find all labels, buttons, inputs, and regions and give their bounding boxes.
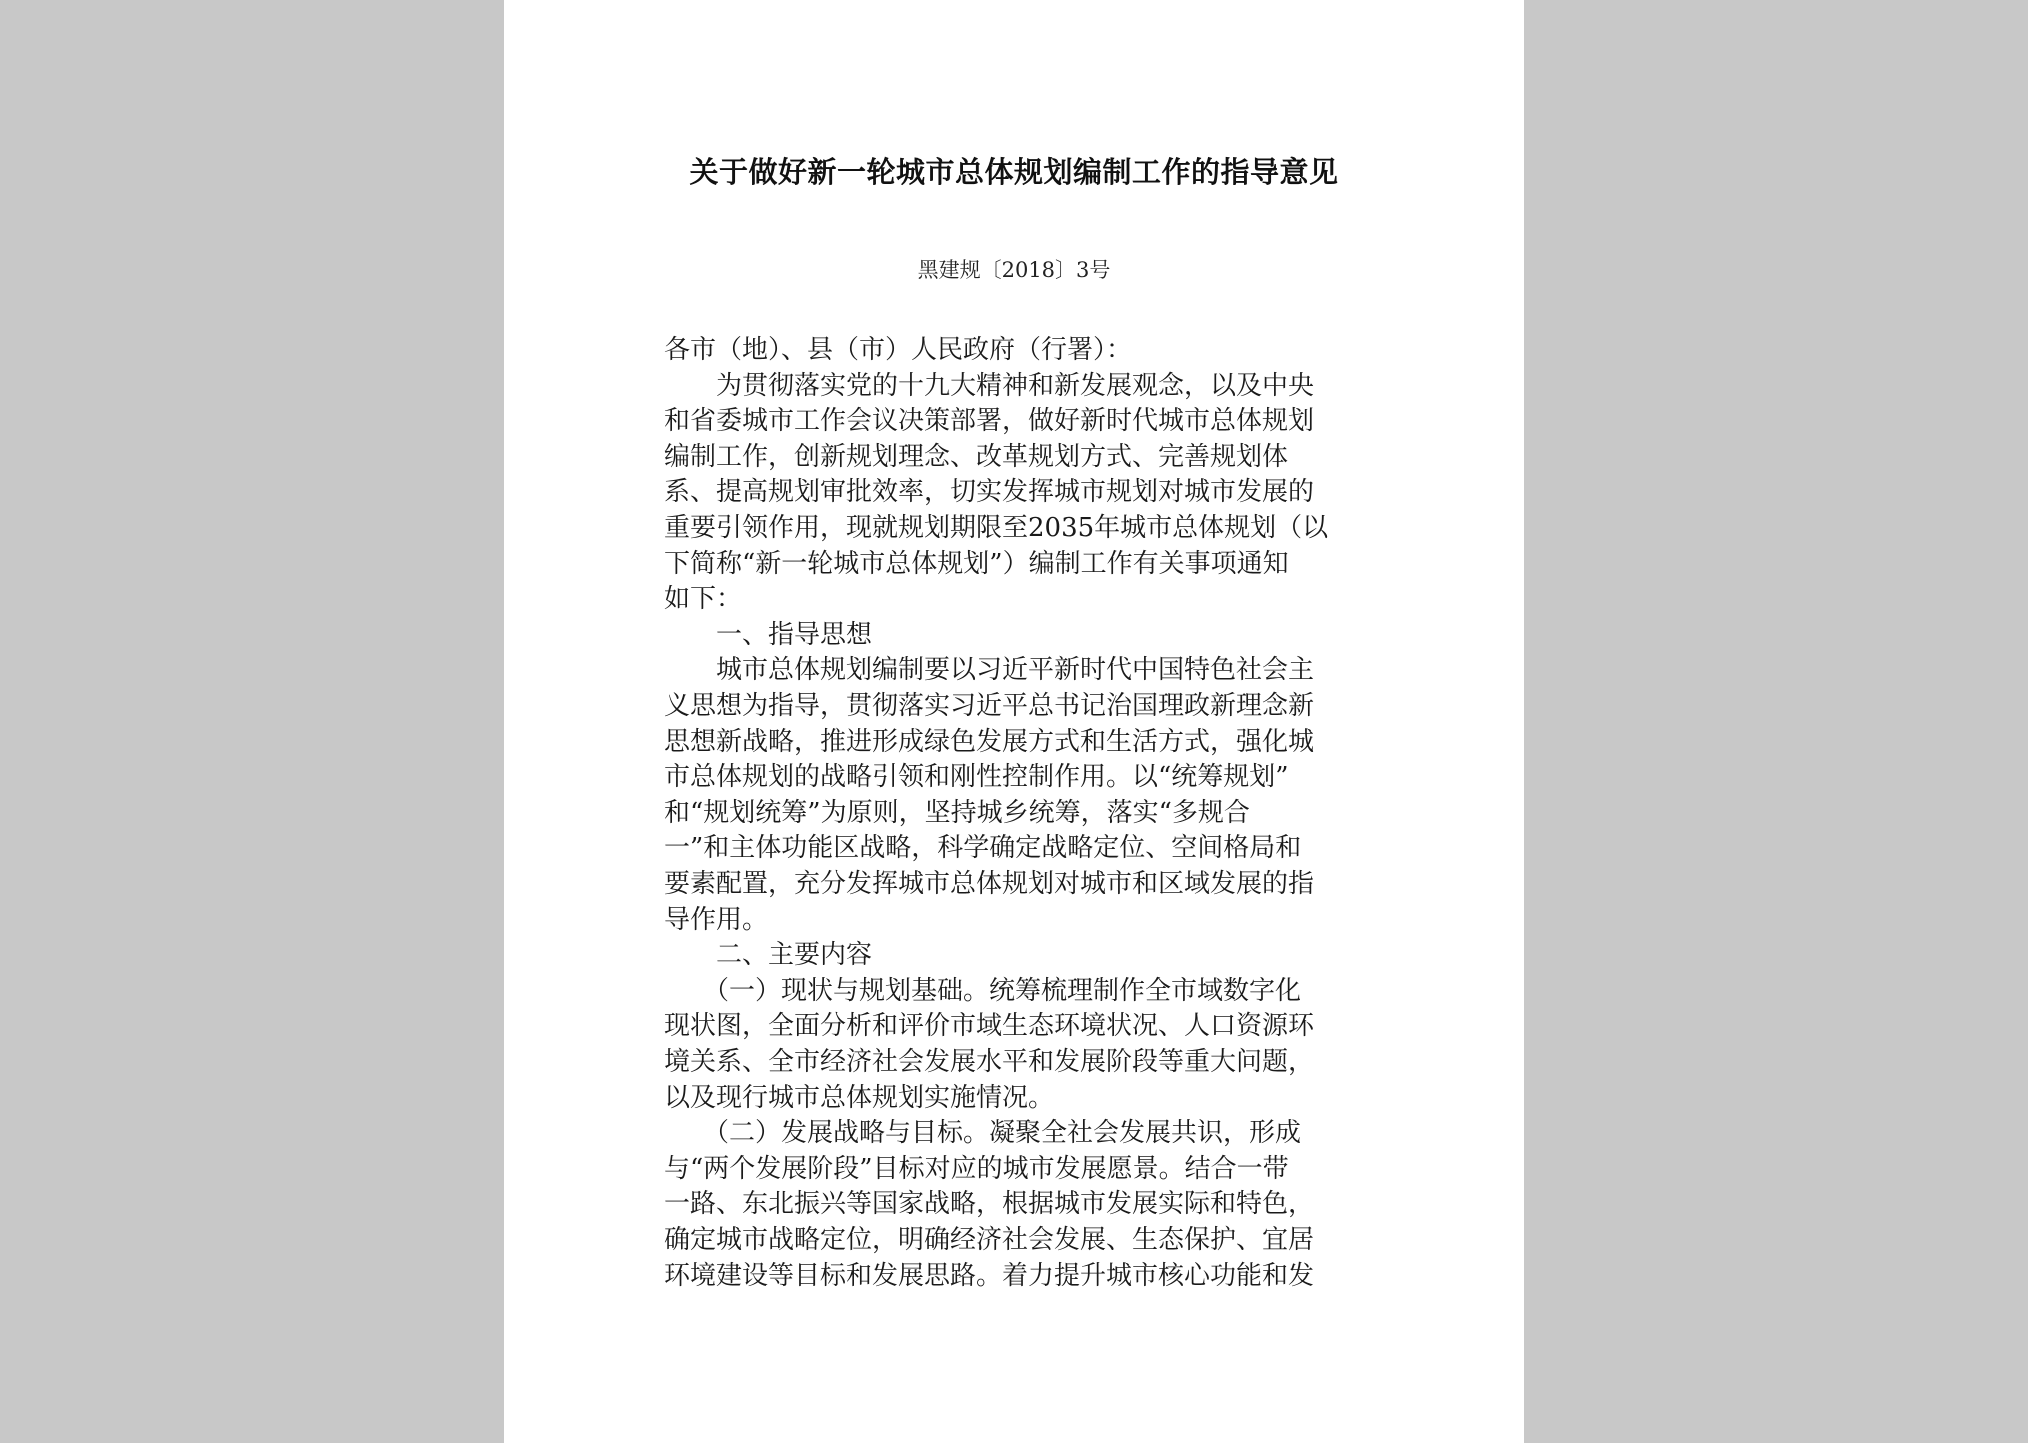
body-text-line: 确定城市战略定位，明确经济社会发展、生态保护、宜居	[664, 1225, 1315, 1255]
body-text-line: 环境建设等目标和发展思路。着力提升城市核心功能和发	[664, 1260, 1315, 1291]
body-text-line: 城市总体规划编制要以习近平新时代中国特色社会主	[664, 655, 1315, 686]
document-number: 黑建规〔2018〕3号	[917, 258, 1111, 282]
body-text-line: 系、提高规划审批效率，切实发挥城市规划对城市发展的	[664, 477, 1315, 508]
body-text-line: 一、指导思想	[664, 619, 873, 650]
document-page	[504, 0, 1524, 1443]
body-text-line: 二、主要内容	[664, 940, 873, 971]
body-text-line: 一路、东北振兴等国家战略，根据城市发展实际和特色，	[664, 1189, 1315, 1220]
body-text-line: 各市（地）、县（市）人民政府（行署）：	[664, 335, 1133, 365]
body-text-line: 和省委城市工作会议决策部署，做好新时代城市总体规划	[664, 406, 1315, 437]
body-text-line: （二）发展战略与目标。凝聚全社会发展共识，形成	[664, 1118, 1302, 1149]
body-text-line: 与“两个发展阶段”目标对应的城市发展愿景。结合一带	[664, 1153, 1289, 1184]
body-text-line: 要素配置，充分发挥城市总体规划对城市和区域发展的指	[664, 869, 1315, 899]
body-text-line: 重要引领作用，现就规划期限至2035年城市总体规划（以	[664, 513, 1329, 543]
body-text-line: 现状图，全面分析和评价市域生态环境状况、人口资源环	[664, 1011, 1315, 1042]
body-text-line: （一）现状与规划基础。统筹梳理制作全市域数字化	[664, 975, 1302, 1006]
body-text-line: 境关系、全市经济社会发展水平和发展阶段等重大问题，	[664, 1047, 1315, 1077]
body-text-line: 和“规划统筹”为原则，坚持城乡统筹，落实“多规合	[664, 797, 1250, 828]
body-text-line: 市总体规划的战略引领和刚性控制作用。以“统筹规划”	[664, 762, 1289, 793]
body-text-line: 以及现行城市总体规划实施情况。	[664, 1082, 1055, 1113]
body-text-line: 义思想为指导，贯彻落实习近平总书记治国理政新理念新	[664, 691, 1315, 721]
body-text-line: 为贯彻落实党的十九大精神和新发展观念，以及中央	[664, 370, 1315, 401]
body-text-line: 如下：	[664, 584, 743, 615]
body-text-line: 导作用。	[664, 904, 769, 935]
body-text-line: 下简称“新一轮城市总体规划”）编制工作有关事项通知	[664, 548, 1289, 579]
body-text-line: 编制工作，创新规划理念、改革规划方式、完善规划体	[664, 441, 1289, 472]
body-text-line: 思想新战略，推进形成绿色发展方式和生活方式，强化城	[664, 726, 1315, 757]
body-text-line: 一”和主体功能区战略，科学确定战略定位、空间格局和	[664, 833, 1302, 864]
document-title: 关于做好新一轮城市总体规划编制工作的指导意见	[689, 155, 1339, 189]
